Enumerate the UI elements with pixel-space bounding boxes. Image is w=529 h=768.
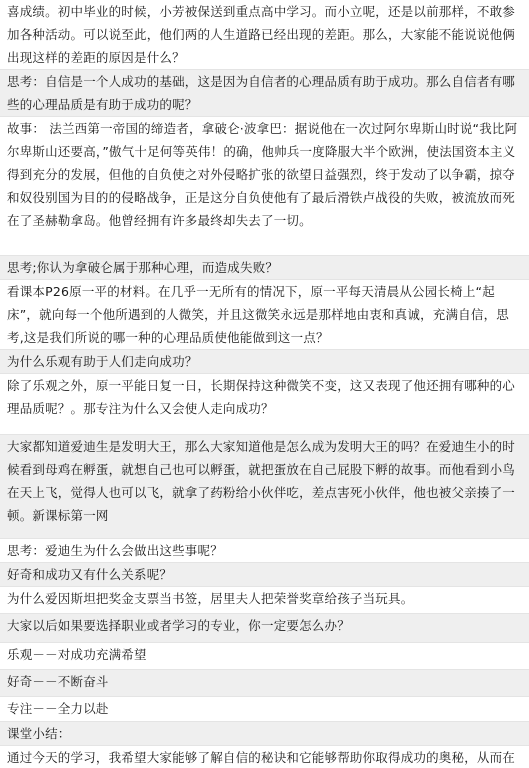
paragraph-think-edison [0, 539, 529, 562]
paragraph-curiosity-question [0, 563, 529, 586]
paragraph-text: 好奇－－不断奋斗 [7, 674, 109, 689]
paragraph-text: 乐观－－对成功充满希望 [7, 647, 147, 662]
paragraph-edison-story [0, 435, 529, 538]
paragraph-think-confidence [0, 70, 529, 116]
paragraph-text: 为什么爱因斯坦把奖金支票当书签，居里夫人把荣誉奖章给孩子当玩具。 [7, 591, 414, 606]
paragraph-text: 大家以后如果要选择职业或者学习的专业，你一定要怎么办？ [7, 618, 350, 633]
paragraph-summary-text [0, 746, 529, 768]
summary-curiosity [0, 670, 529, 696]
paragraph-text: 专注－－全力以赴 [7, 701, 109, 716]
summary-focus [0, 697, 529, 721]
summary-optimism [0, 643, 529, 669]
paragraph-story-napoleon [0, 117, 529, 255]
paragraph-text: 除了乐观之外，原一平能日复一日，长期保持这种微笑不变，这又表现了他还拥有哪种的心理品质呢？。那专注为什么又会使人走向成功？ [7, 378, 516, 416]
paragraph-text: 课堂小结： [7, 726, 71, 741]
paragraph-optimism-question [0, 350, 529, 373]
paragraph-career-question [0, 614, 529, 642]
paragraph-think-napoleon [0, 256, 529, 279]
paragraph-text: 思考;你认为拿破仑属于那种心理，而造成失败？ [7, 260, 279, 275]
section-heading-summary [0, 722, 529, 745]
paragraph-text: 思考：自信是一个人成功的基础，这是因为自信者的心理品质有助于成功。那么自信者有哪些的心理品质是有助于成功的呢？ [7, 74, 516, 112]
paragraph-text: 喜成绩。初中毕业的时候，小芳被保送到重点高中学习。而小立呢，还是以前那样，不敢参加各种活动。可以说至此，他们两的人生道路已经出现的差距。那么，大家能不能说说他俩出现这样的差距的原因是什么？ [7, 4, 516, 65]
paragraph-text: 好奇和成功又有什么关系呢？ [7, 567, 173, 582]
paragraph-text: 思考：爱迪生为什么会做出这些事呢？ [7, 543, 223, 558]
paragraph-focus-question [0, 374, 529, 434]
paragraph-text: 为什么乐观有助于人们走向成功？ [7, 354, 198, 369]
paragraph-story-ending [0, 0, 529, 69]
paragraph-textbook-yuan [0, 280, 529, 349]
paragraph-einstein-curie [0, 587, 529, 613]
paragraph-text: 看课本P26原一平的材料。在几乎一无所有的情况下，原一平每天清晨从公园长椅上“起床”，就向每一个他所遇到的人微笑，并且这微笑永远是那样地由衷和真诚，充满自信，思考,这是我们所说的哪一种的心理品质使他能做到这一点？ [7, 284, 509, 345]
paragraph-text: 大家都知道爱迪生是发明大王，那么大家知道他是怎么成为发明大王的吗？在爱迪生小的时候看到母鸡在孵蛋，就想自己也可以孵蛋，就把蛋放在自己屁股下孵的故事。而他看到小鸟在天上飞，觉得人也可以飞，就拿了药粉给小伙伴吃，差点害死小伙伴，他也被父亲揍了一顿。新课标第一网 [7, 439, 516, 523]
paragraph-text: 通过今天的学习，我希望大家能够了解自信的秘诀和它能够帮助你取得成功的奥秘，从而在 [7, 750, 516, 765]
paragraph-text: 故事： 法兰西第一帝国的缔造者，拿破仑·波拿巴：据说他在一次过阿尔卑斯山时说“我比阿尔卑斯山还要高，”傲气十足何等英伟！的确，他帅兵一度降服大半个欧洲，使法国资本主义得到充分的发展，但他的自负使之对外侵略扩张的欲望日益强烈，终于发动了以争霸，掠夺和奴役别国为目的的侵略战争，正是这分自负使他有了最后滑铁卢战役的失败，被流放而死在了圣赫勒拿岛。他曾经拥有许多最终却失去了一切。 [7, 121, 518, 228]
